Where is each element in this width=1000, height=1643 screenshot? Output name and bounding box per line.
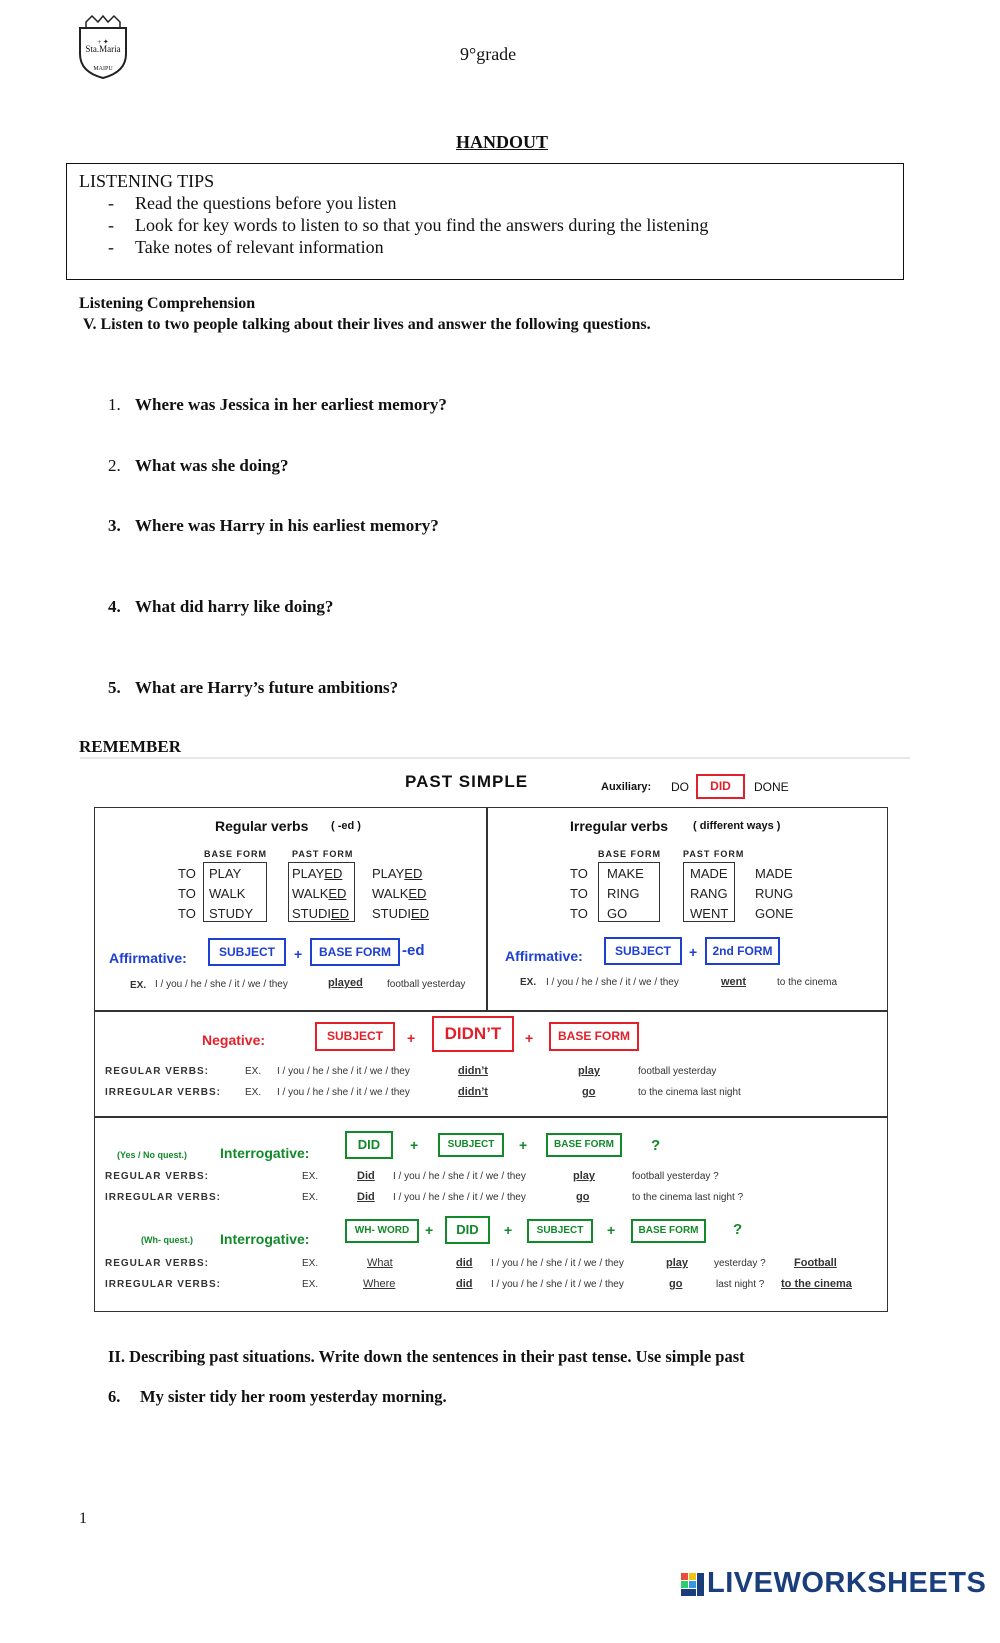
plus-sign: + xyxy=(410,1137,419,1153)
example-aux: didn’t xyxy=(458,1065,488,1077)
example-answer: to the cinema xyxy=(781,1278,852,1290)
past-verb: WALKED xyxy=(292,886,347,901)
verb-type-label: REGULAR VERBS: xyxy=(105,1066,210,1077)
example-rest: to the cinema last night xyxy=(638,1087,741,1098)
verb-type-label: REGULAR VERBS: xyxy=(105,1258,210,1269)
school-logo xyxy=(74,14,132,80)
negative-subject-box: SUBJECT xyxy=(315,1022,395,1051)
base-verb: STUDY xyxy=(209,906,254,921)
example-label: EX. xyxy=(302,1258,319,1269)
question-text: What was she doing? xyxy=(135,456,289,475)
question-number: 4. xyxy=(108,597,121,616)
base-verb: PLAY xyxy=(209,866,242,881)
example-aux: didn’t xyxy=(458,1086,488,1098)
yesno-subject-box: SUBJECT xyxy=(438,1133,504,1157)
example-rest: football yesterday xyxy=(387,979,466,990)
yesno-note: (Yes / No quest.) xyxy=(117,1150,188,1160)
aux-do: DO xyxy=(671,780,689,794)
example-rest: yesterday ? xyxy=(714,1258,766,1269)
to-label: TO xyxy=(570,906,588,921)
wh-interrogative-label: Interrogative: xyxy=(220,1231,310,1247)
past-verb: RANG xyxy=(690,886,728,901)
regular-affirmative-label: Affirmative: xyxy=(109,950,187,966)
page-title: HANDOUT xyxy=(456,132,549,152)
regular-form-box: BASE FORM xyxy=(310,938,400,966)
example-rest: football yesterday ? xyxy=(632,1171,719,1182)
example-rest: to the cinema last night ? xyxy=(632,1192,744,1203)
example-pronouns: I / you / he / she / it / we / they xyxy=(491,1258,624,1269)
wh-word-box: WH- WORD xyxy=(345,1219,419,1243)
grammar-title: PAST SIMPLE xyxy=(405,772,529,791)
verb-type-label: IRREGULAR VERBS: xyxy=(105,1192,222,1203)
participle-verb: GONE xyxy=(755,906,794,921)
tip-bullet: - xyxy=(108,215,114,235)
example-label: EX. xyxy=(302,1192,319,1203)
question-number: 3. xyxy=(108,516,121,535)
negative-label: Negative: xyxy=(202,1032,266,1048)
regular-note: ( -ed ) xyxy=(331,820,361,832)
regular-base-label: BASE FORM xyxy=(204,849,267,859)
tip-item: Look for key words to listen to so that you find the answers during the listening xyxy=(135,215,709,235)
example-aux: Did xyxy=(357,1170,375,1182)
example-label: EX. xyxy=(302,1279,319,1290)
logo-subtext: MAIPU xyxy=(93,66,113,72)
ed-suffix: -ed xyxy=(402,942,425,959)
example-rest: to the cinema xyxy=(777,977,838,988)
yesno-interrogative-label: Interrogative: xyxy=(220,1145,310,1161)
wh-subject-box: SUBJECT xyxy=(527,1219,593,1243)
regular-subject-box: SUBJECT xyxy=(208,938,286,966)
example-verb: play xyxy=(578,1065,601,1077)
question-number: 5. xyxy=(108,678,121,697)
example-verb: go xyxy=(582,1086,596,1098)
example-pronouns: I / you / he / she / it / we / they xyxy=(155,979,288,990)
to-label: TO xyxy=(178,886,196,901)
past-verb: WENT xyxy=(690,906,729,921)
auxiliary-label: Auxiliary: xyxy=(601,781,652,793)
question-text: Where was Harry in his earliest memory? xyxy=(135,516,439,535)
irregular-past-label: PAST FORM xyxy=(683,849,745,859)
plus-sign: + xyxy=(407,1030,416,1046)
section2-item-text: My sister tidy her room yesterday morning. xyxy=(140,1387,447,1406)
past-verb: STUDIED xyxy=(292,906,350,921)
example-answer: Football xyxy=(794,1257,837,1269)
chart-divider xyxy=(94,1010,888,1012)
tips-heading: LISTENING TIPS xyxy=(79,171,215,191)
tip-item: Take notes of relevant information xyxy=(135,237,384,257)
tip-item: Read the questions before you listen xyxy=(135,193,397,213)
regular-heading: Regular verbs xyxy=(215,818,309,834)
page-number: 1 xyxy=(79,1510,87,1527)
section2-heading: II. Describing past situations. Write down the sentences in their past tense. Use simple past xyxy=(108,1347,745,1366)
example-rest: last night ? xyxy=(716,1279,765,1290)
participle-verb: PLAYED xyxy=(372,866,423,881)
irregular-subject-box: SUBJECT xyxy=(604,937,682,965)
participle-verb: RUNG xyxy=(755,886,794,901)
example-pronouns: I / you / he / she / it / we / they xyxy=(277,1087,410,1098)
aux-done: DONE xyxy=(754,780,789,794)
svg-text:+ ✦: + ✦ xyxy=(97,38,109,46)
to-label: TO xyxy=(570,886,588,901)
verb-type-label: IRREGULAR VERBS: xyxy=(105,1087,222,1098)
past-verb: MADE xyxy=(690,866,728,881)
chart-vertical-divider xyxy=(486,807,488,1011)
participle-verb: STUDIED xyxy=(372,906,430,921)
example-verb: play xyxy=(666,1257,689,1269)
plus-sign: + xyxy=(294,946,303,962)
footer-brand[interactable]: LIVEWORKSHEETS xyxy=(707,1567,987,1599)
plus-sign: + xyxy=(425,1222,434,1238)
yesno-did-box: DID xyxy=(345,1131,393,1159)
example-label: EX. xyxy=(130,980,147,991)
question-mark: ? xyxy=(733,1221,743,1238)
example-verb: went xyxy=(721,976,747,988)
chart-divider xyxy=(94,1116,888,1118)
plus-sign: + xyxy=(504,1222,513,1238)
past-verb: PLAYED xyxy=(292,866,343,881)
grade-label: 9°grade xyxy=(460,44,517,64)
example-pronouns: I / you / he / she / it / we / they xyxy=(546,977,679,988)
wh-base-box: BASE FORM xyxy=(631,1219,706,1243)
plus-sign: + xyxy=(525,1030,534,1046)
example-pronouns: I / you / he / she / it / we / they xyxy=(277,1066,410,1077)
tip-bullet: - xyxy=(108,237,114,257)
question-text: What did harry like doing? xyxy=(135,597,334,616)
example-pronouns: I / you / he / she / it / we / they xyxy=(393,1171,526,1182)
example-label: EX. xyxy=(520,977,537,988)
liveworksheets-logo-icon xyxy=(681,1573,705,1597)
example-verb: go xyxy=(576,1191,590,1203)
plus-sign: + xyxy=(607,1222,616,1238)
aux-did-box: DID xyxy=(696,774,745,799)
verb-type-label: IRREGULAR VERBS: xyxy=(105,1279,222,1290)
example-label: EX. xyxy=(245,1066,262,1077)
question-number: 1. xyxy=(108,395,121,414)
to-label: TO xyxy=(178,906,196,921)
base-verb: WALK xyxy=(209,886,246,901)
section2-item-number: 6. xyxy=(108,1387,121,1406)
example-verb: play xyxy=(573,1170,596,1182)
comprehension-heading: Listening Comprehension xyxy=(79,295,256,312)
to-label: TO xyxy=(178,866,196,881)
participle-verb: WALKED xyxy=(372,886,427,901)
tip-bullet: - xyxy=(108,193,114,213)
question-text: Where was Jessica in her earliest memory? xyxy=(135,395,447,414)
irregular-base-label: BASE FORM xyxy=(598,849,661,859)
logo-text: Sta.Maria xyxy=(85,44,121,54)
question-mark: ? xyxy=(651,1137,661,1154)
base-verb: RING xyxy=(607,886,640,901)
wh-did-box: DID xyxy=(445,1216,490,1244)
plus-sign: + xyxy=(689,944,698,960)
wh-note: (Wh- quest.) xyxy=(141,1235,193,1245)
irregular-affirmative-label: Affirmative: xyxy=(505,948,583,964)
example-pronouns: I / you / he / she / it / we / they xyxy=(393,1192,526,1203)
example-rest: football yesterday xyxy=(638,1066,717,1077)
example-aux: did xyxy=(456,1278,473,1290)
base-verb: MAKE xyxy=(607,866,644,881)
example-pronouns: I / you / he / she / it / we / they xyxy=(491,1279,624,1290)
irregular-heading: Irregular verbs xyxy=(570,818,669,834)
base-verb: GO xyxy=(607,906,628,921)
to-label: TO xyxy=(570,866,588,881)
example-verb: go xyxy=(669,1278,683,1290)
irregular-form-box: 2nd FORM xyxy=(705,937,780,965)
negative-base-box: BASE FORM xyxy=(549,1022,639,1051)
example-aux: Did xyxy=(357,1191,375,1203)
example-wh: Where xyxy=(363,1278,396,1290)
example-verb: played xyxy=(328,977,363,989)
example-label: EX. xyxy=(302,1171,319,1182)
comprehension-instruction: V. Listen to two people talking about their lives and answer the following questions. xyxy=(83,316,651,333)
grammar-chart-shadow-line xyxy=(80,757,910,759)
example-wh: What xyxy=(367,1257,393,1269)
example-aux: did xyxy=(456,1257,473,1269)
verb-type-label: REGULAR VERBS: xyxy=(105,1171,210,1182)
participle-verb: MADE xyxy=(755,866,793,881)
question-text: What are Harry’s future ambitions? xyxy=(135,678,399,697)
didnt-box: DIDN’T xyxy=(432,1016,514,1052)
remember-heading: REMEMBER xyxy=(79,737,181,756)
plus-sign: + xyxy=(519,1137,528,1153)
example-label: EX. xyxy=(245,1087,262,1098)
irregular-note: ( different ways ) xyxy=(693,820,781,832)
yesno-base-box: BASE FORM xyxy=(546,1133,622,1157)
question-number: 2. xyxy=(108,456,121,475)
regular-past-label: PAST FORM xyxy=(292,849,354,859)
